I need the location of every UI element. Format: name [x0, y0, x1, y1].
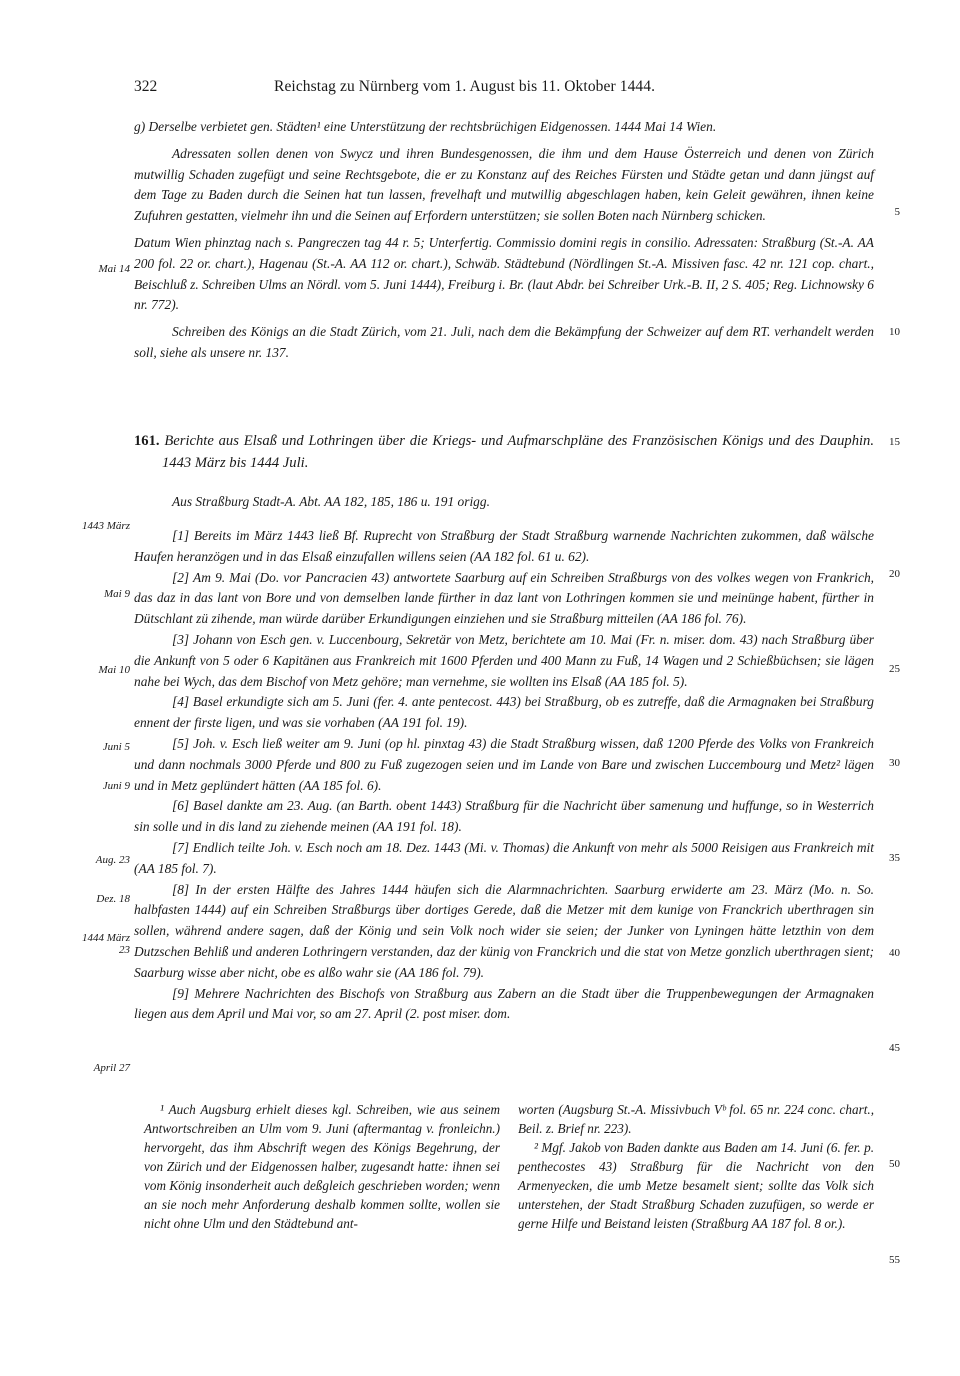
entry-9: [9] Mehrere Nachrichten des Bischofs von Straßburg aus Zabern an die Stadt über die Truppenbewegungen der Armagnaken liegen aus dem April und Mai vor, so am 27. April (2. post miser. dom. — [134, 985, 874, 1022]
section-g-heading: g) Derselbe verbietet gen. Städten¹ eine Unterstützung der rechtsbrüchigen Eidgenossen. 1444 Mai 14 Wien. — [134, 119, 717, 134]
footnote-1: ¹ Auch Augsburg erhielt dieses kgl. Schreiben, wie aus seinem Antwortschreiben an Ulm vom 9. Juni (aftermantag v. fronleichn.) hervorgeht, das ihm Abschrift wegen des Königs Begehrung, der von Zürich und der Eidgenossen halber, zugesandt hatte: ihnen sei vom König insonderheit auch deßgleich geschrieben worden; wenn an sie noch mehr Anforderung deshalb kommen sollte, wollen sie nicht ohne Ulm und den Städtebund ant- — [144, 1102, 500, 1231]
line-number-20: 20 — [889, 568, 900, 580]
margin-date-entry-9: April 27 — [93, 1062, 130, 1074]
line-number-30: 30 — [889, 757, 900, 769]
line-number-35: 35 — [889, 852, 900, 864]
line-number-50: 50 — [889, 1158, 900, 1170]
entry-7: [7] Endlich teilte Joh. v. Esch noch am 18. Dez. 1443 (Mi. v. Thomas) die Ankunft von mehr als 5000 Reisigen aus Frankreich mit (AA 185 fol. 7). — [134, 839, 874, 876]
footnote-1-continued: worten (Augsburg St.-A. Missivbuch Vᵇ fol. 65 nr. 224 conc. chart., Beil. z. Brief nr. 223). — [518, 1102, 874, 1136]
margin-date-entry-8: 1444 März 23 — [82, 932, 130, 956]
entry-6: [6] Basel dankte am 23. Aug. (an Barth. obent 1443) Straßburg für die Nachricht über samenung und huffunge, so in Westerrich sin solle und in dis land zu ziehende meinen (AA 191 fol. 18). — [134, 798, 874, 835]
entry-2: [2] Am 9. Mai (Do. vor Pancracien 43) antwortete Saarburg auf ein Schreiben Straßburgs von des volkes wegen von Frankrich, das daz in das lant von Bore und von demselben lande fürther in daz lant von Lothringen kommen sie und meinünge habent, fürther in Dütschlant zü zihende, man würde darüber Erkundigungen einziehen und sie Straßburg mitteilen (AA 186 fol. 76). — [134, 569, 874, 627]
line-number-5: 5 — [894, 206, 900, 218]
line-number-25: 25 — [889, 663, 900, 675]
margin-date-entry-1: 1443 März — [82, 520, 130, 532]
margin-date-entry-3: Mai 10 — [98, 664, 130, 676]
line-number-45: 45 — [889, 1042, 900, 1054]
page-number: 322 — [134, 78, 158, 95]
section-g-body: Adressaten sollen denen von Swycz und ihren Bundesgenossen, die ihm und dem Hause Österreich und denen von Zürich mutwillig Schaden zugefügt und seine Rechtsgebote, die er zu Konstanz auf des Reiches Fürsten und Städte getan und dann jüngst auf dem Tage zu Baden durch die Seinen hat tun lassen, frevelhaft und mutwillig abgeschlagen haben, kein Geleit gewähren, ihnen keine Zufuhren gestatten, vielmehr ihn und die Seinen auf Erfordern unterstützen; sie sollen Boten nach Nürnberg schicken. — [134, 145, 874, 224]
footnote-column-left — [144, 1100, 500, 1233]
entry-1: [1] Bereits im März 1443 ließ Bf. Ruprecht von Straßburg der Stadt Straßburg warnende Nachrichten zukommen, daß wälsche Haufen heranzögen und in das Elsaß einzufallen willens seien (AA 182 fol. 61 u. 62). — [134, 528, 874, 564]
section-g-note: Schreiben des Königs an die Stadt Zürich, vom 21. Juli, nach dem die Bekämpfung der Schweizer auf dem RT. verhandelt werden soll, siehe als unsere nr. 137. — [134, 324, 874, 360]
section-g — [134, 117, 874, 364]
line-number-15: 15 — [889, 436, 900, 448]
entry-4: [4] Basel erkundigte sich am 5. Juni (fer. 4. ante pentecost. 443) bei Straßburg, ob es zutreffe, daß die Armagnaken bei Straßburg ennent der firste ligen, und was sie vorhaben (AA 191 fol. 19). — [134, 694, 874, 731]
line-number-10: 10 — [889, 326, 900, 338]
footnote-2: ² Mgf. Jakob von Baden dankte aus Baden am 14. Juni (6. fer. p. penthecostes 43) Straßburg für die Nachricht von den Armenyecken, die umb Metze besamelt sient; sollte das Volk sich unterstehen, der Stadt Straßburg Schaden zuzufügen, so werde er gerne Hilfe und Beistand leisten (Straßburg AA 187 fol. 8 or.). — [518, 1140, 874, 1231]
margin-date-entry-7: Dez. 18 — [96, 893, 130, 905]
running-title: Reichstag zu Nürnberg vom 1. August bis 11. Oktober 1444. — [274, 78, 656, 95]
source-line: Aus Straßburg Stadt-A. Abt. AA 182, 185, 186 u. 191 origg. — [172, 494, 490, 509]
margin-date-mai-14: Mai 14 — [98, 263, 130, 275]
entry-3: [3] Johann von Esch gen. v. Luccenbourg, Sekretär von Metz, berichtete am 10. Mai (Fr. n. miser. dom. 43) nach Straßburg über die Ankunft von 5 oder 6 Kapitänen aus Frankreich mit 1600 Pferden und 400 Mann zu Fuß, 14 Wagen und 2 Schießbüchsen; sie lägen nahe bei Wych, das dem Bischof von Metz gehöre; man vernehme, sie wollten ins Elsaß (AA 185 fol. 5). — [134, 631, 874, 689]
document-title: Berichte aus Elsaß und Lothringen über die Kriegs- und Aufmarschpläne des Französischen Königs und des Dauphin. 1443 März bis 1444 Juli. — [162, 433, 874, 471]
footnote-column-right — [518, 1100, 874, 1233]
entries-list — [134, 526, 874, 1025]
line-number-40: 40 — [889, 947, 900, 959]
section-g-dating: Datum Wien phinztag nach s. Pangreczen tag 44 r. 5; Unterfertig. Commissio domini regis in consilio. Adressaten: Straßburg (St.-A. AA 200 fol. 22 or. chart.), Hagenau (St.-A. AA 112 or. chart.), Schwäb. Städtebund (Nördlingen St.-A. Missiven fasc. 42 nr. 121 cop. chart., Beischluß z. Schreiben Ulms an Nördl. vom 5. Juni 1444), Freiburg i. Br. (laut Abdr. bei Schreiber Urk.-B. II, 2 S. 405; Reg. Lichnowsky 6 nr. 772). — [134, 234, 874, 313]
document-161-source — [134, 492, 874, 513]
document-number: 161. — [134, 433, 160, 449]
margin-date-entry-2: Mai 9 — [104, 588, 130, 600]
margin-date-entry-5: Juni 9 — [102, 780, 130, 792]
document-161-title — [134, 430, 874, 474]
margin-date-entry-4: Juni 5 — [102, 741, 130, 753]
entry-5: [5] Joh. v. Esch ließ weiter am 9. Juni (op hl. pinxtag 43) die Stadt Straßburg wissen, daß 1200 Pferde des Volks von Frankreich und dann nochmals 3000 Pferde und 800 zu Fuß zugezogen seien und im Lande von Bare und zwischen Luccembourg und Metz² lägen und in Metz geplündert hätten (AA 185 fol. 6). — [134, 735, 874, 793]
line-number-55: 55 — [889, 1254, 900, 1266]
entry-8: [8] In der ersten Hälfte des Jahres 1444 häufen sich die Alarmnachrichten. Saarburg erwiderte am 23. März (Mo. n. So. halbfasten 1444) auf ein Schreiben Straßburgs über dortiges Gerede, daß die Metzer mit dem kunige von Franckrich uberthragen sin sollen, während andere sagen, daß der König und sein Volk noch wider sie seien; der Junker von Lyningen hätte letzthin von dem Dutzschen Behliß und anderen Lothringern verstanden, daz der künig von Franckrich und die stat von Metze gonzlich uberthragen sient; Saarburg wisse aber nicht, obe es alßo wahr sie (AA 186 fol. 79). — [134, 881, 874, 980]
margin-date-entry-6: Aug. 23 — [95, 854, 130, 866]
